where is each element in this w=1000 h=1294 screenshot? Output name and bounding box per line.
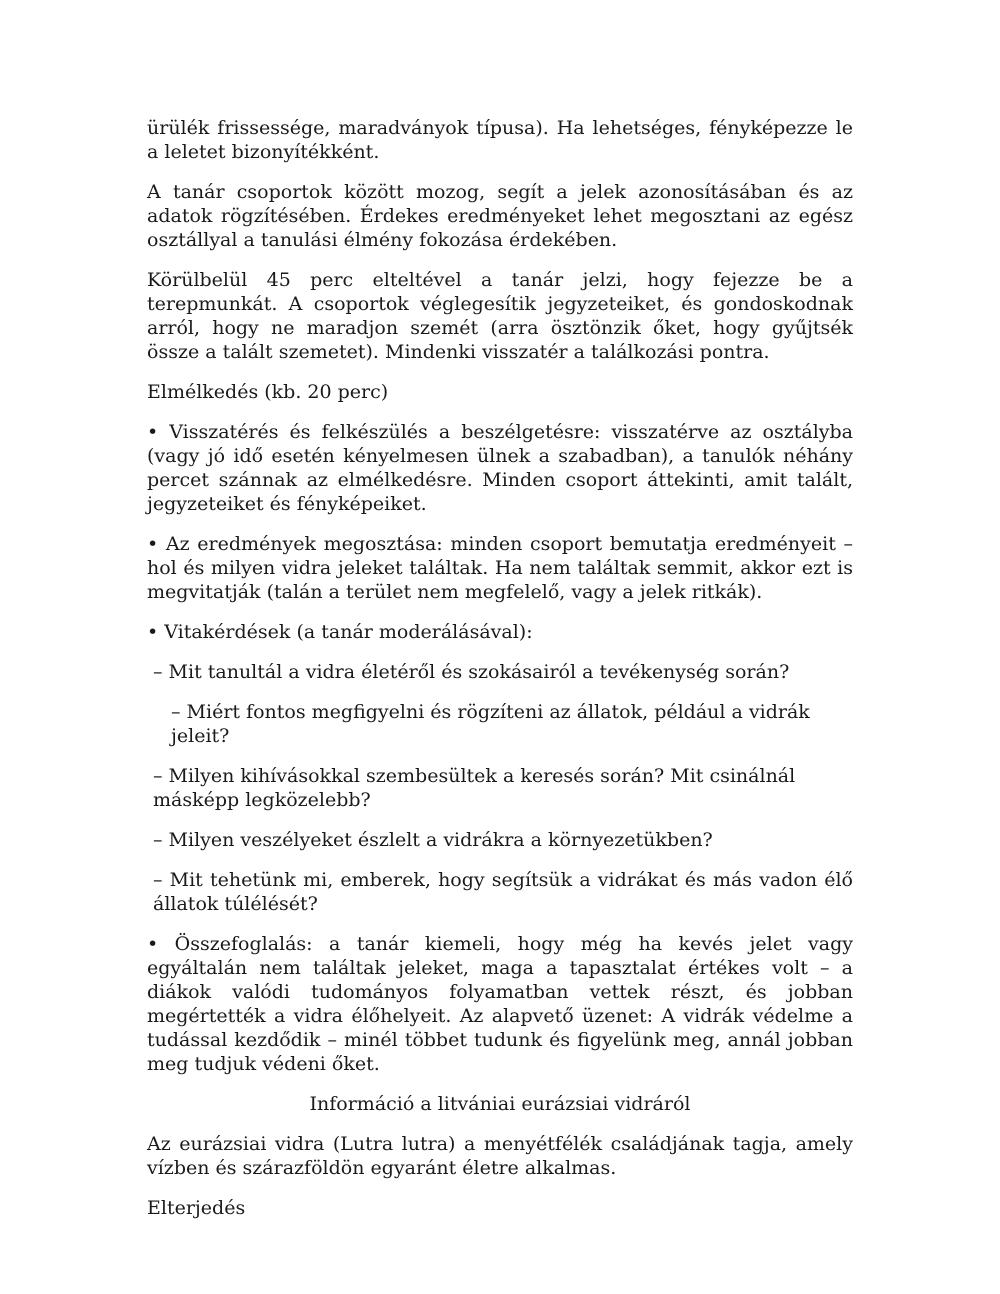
section-heading-reflection: Elmélkedés (kb. 20 perc) xyxy=(147,381,389,403)
bullet-return-prepare: • Visszatérés és felkészülés a beszélgetésre: visszatérve az osztályba (vagy jó idő esetén kényelmesen ülnek a szabadban), a tanulók néhány percet szánnak az elmélkedésre. Minden csoport áttekinti, amit talált, jegyzeteiket és fényképeiket. xyxy=(147,421,853,515)
question-item: – Mit tanultál a vidra életéről és szokásairól a tevékenység során? xyxy=(153,661,790,683)
question-item: – Mit tehetünk mi, emberek, hogy segítsük a vidrákat és más vadon élő állatok túlélését? xyxy=(153,869,853,915)
bullet-discussion-questions: • Vitakérdések (a tanár moderálásával): xyxy=(147,621,533,643)
document-page xyxy=(147,116,853,1236)
paragraph-continuation: ürülék frissessége, maradványok típusa). Ha lehetséges, fényképezze le a leletet bizonyítékként. xyxy=(147,117,853,163)
section-heading-distribution: Elterjedés xyxy=(147,1197,246,1219)
paragraph-fieldwork-end: Körülbelül 45 perc elteltével a tanár jelzi, hogy fejezze be a terepmunkát. A csoportok véglegesítik jegyzeteiket, és gondoskodnak arról, hogy ne maradjon szemét (arra ösztönzik őket, hogy gyűjtsék össze a talált szemetet). Mindenki visszatér a találkozási pontra. xyxy=(147,269,853,363)
section-title-otter-info: Információ a litvániai eurázsiai vidráról xyxy=(309,1093,691,1115)
question-item: – Milyen veszélyeket észlelt a vidrákra a környezetükben? xyxy=(153,829,713,851)
bullet-share-results: • Az eredmények megosztása: minden csoport bemutatja eredményeit – hol és milyen vidra jeleket találtak. Ha nem találtak semmit, akkor ezt is megvitatják (talán a terület nem megfelelő, vagy a jelek ritkák). xyxy=(147,533,853,603)
question-item: – Milyen kihívásokkal szembesültek a keresés során? Mit csinálnál másképp legközelebb? xyxy=(153,765,796,811)
paragraph-otter-intro: Az eurázsiai vidra (Lutra lutra) a menyétfélék családjának tagja, amely vízben és szárazföldön egyaránt életre alkalmas. xyxy=(147,1133,853,1179)
question-item: – Miért fontos megfigyelni és rögzíteni az állatok, például a vidrák jeleit? xyxy=(171,701,810,747)
paragraph-teacher-moves: A tanár csoportok között mozog, segít a jelek azonosításában és az adatok rögzítésében. Érdekes eredményeket lehet megosztani az egész osztállyal a tanulási élmény fokozása érdekében. xyxy=(147,181,853,251)
bullet-summary: • Összefoglalás: a tanár kiemeli, hogy még ha kevés jelet vagy egyáltalán nem találtak jeleket, maga a tapasztalat értékes volt – a diákok valódi tudományos folyamatban vettek részt, és jobban megértették a vidra élőhelyeit. Az alapvető üzenet: A vidrák védelme a tudással kezdődik – minél többet tudunk és figyelünk meg, annál jobban meg tudjuk védeni őket. xyxy=(147,933,853,1075)
